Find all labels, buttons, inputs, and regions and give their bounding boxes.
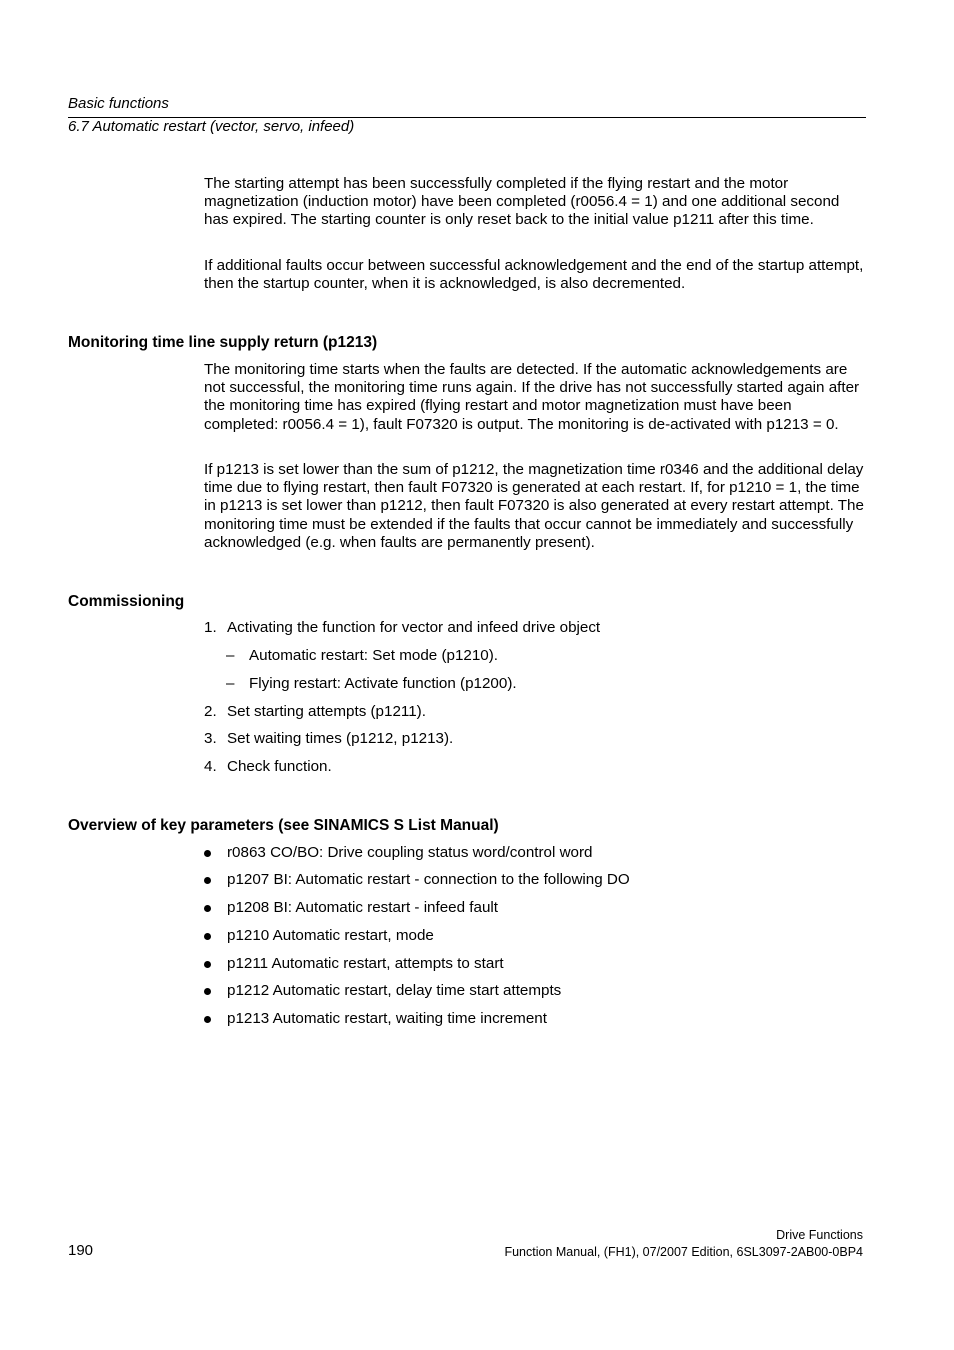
dash-marker: –	[226, 647, 235, 664]
step-number: 1.	[204, 619, 217, 636]
dash-marker: –	[226, 675, 235, 692]
header-chapter: Basic functions	[68, 95, 169, 112]
step-number: 3.	[204, 730, 217, 747]
step-text: Check function.	[227, 758, 332, 775]
bullet-icon	[204, 850, 211, 857]
bullet-icon	[204, 905, 211, 912]
bullet-icon	[204, 1016, 211, 1023]
intro-paragraph-1: The starting attempt has been successfully completed if the flying restart and the motor magnetization (induction motor) have been completed (r0056.4 = 1) and one additional second has expired. The starting counter is only reset back to the initial value p1211 after this time.	[204, 175, 840, 229]
overview-heading: Overview of key parameters (see SINAMICS S List Manual)	[68, 817, 499, 834]
commissioning-heading: Commissioning	[68, 593, 185, 610]
parameter-text: p1213 Automatic restart, waiting time increment	[227, 1010, 547, 1027]
bullet-icon	[204, 988, 211, 995]
monitoring-heading: Monitoring time line supply return (p1213)	[68, 334, 378, 351]
parameter-text: p1211 Automatic restart, attempts to start	[227, 955, 504, 972]
header-section: 6.7 Automatic restart (vector, servo, infeed)	[68, 118, 355, 135]
substep-text: Flying restart: Activate function (p1200).	[249, 675, 517, 692]
substep-text: Automatic restart: Set mode (p1210).	[249, 647, 499, 664]
header-rule	[68, 117, 866, 118]
monitoring-paragraph-2: If p1213 is set lower than the sum of p1212, the magnetization time r0346 and the additional delay time due to flying restart, then fault F07320 is generated at each restart. If, for p1210 = 1, the time in p1213 is set lower than p1212, then fault F07320 is also generated at every restart attempt. The monitoring time must be extended if the faults that occur cannot be immediately and successfully acknowledged (e.g. when faults are permanently present).	[204, 461, 864, 551]
parameter-text: r0863 CO/BO: Drive coupling status word/control word	[227, 844, 593, 861]
step-number: 4.	[204, 758, 217, 775]
page-number: 190	[68, 1242, 94, 1259]
footer-doc-title: Drive Functions	[776, 1228, 863, 1242]
step-number: 2.	[204, 703, 217, 720]
footer-doc-info: Function Manual, (FH1), 07/2007 Edition, 6SL3097-2AB00-0BP4	[504, 1245, 863, 1259]
monitoring-paragraph-1: The monitoring time starts when the faults are detected. If the automatic acknowledgements are not successful, the monitoring time runs again. If the drive has not successfully started again after the monitoring time has expired (flying restart and motor magnetization must have been completed: r0056.4 = 1), fault F07320 is output. The monitoring is de-activated with p1213 = 0.	[204, 361, 860, 433]
step-text: Activating the function for vector and infeed drive object	[227, 619, 601, 636]
parameter-text: p1212 Automatic restart, delay time start attempts	[227, 982, 562, 999]
parameter-text: p1210 Automatic restart, mode	[227, 927, 434, 944]
intro-paragraph-2: If additional faults occur between successful acknowledgement and the end of the startup attempt, then the startup counter, when it is acknowledged, is also decremented.	[204, 257, 864, 293]
parameter-text: p1207 BI: Automatic restart - connection to the following DO	[227, 871, 630, 888]
step-text: Set starting attempts (p1211).	[227, 703, 426, 720]
bullet-icon	[204, 961, 211, 968]
step-text: Set waiting times (p1212, p1213).	[227, 730, 454, 747]
bullet-icon	[204, 933, 211, 940]
bullet-icon	[204, 877, 211, 884]
parameter-text: p1208 BI: Automatic restart - infeed fault	[227, 899, 498, 916]
